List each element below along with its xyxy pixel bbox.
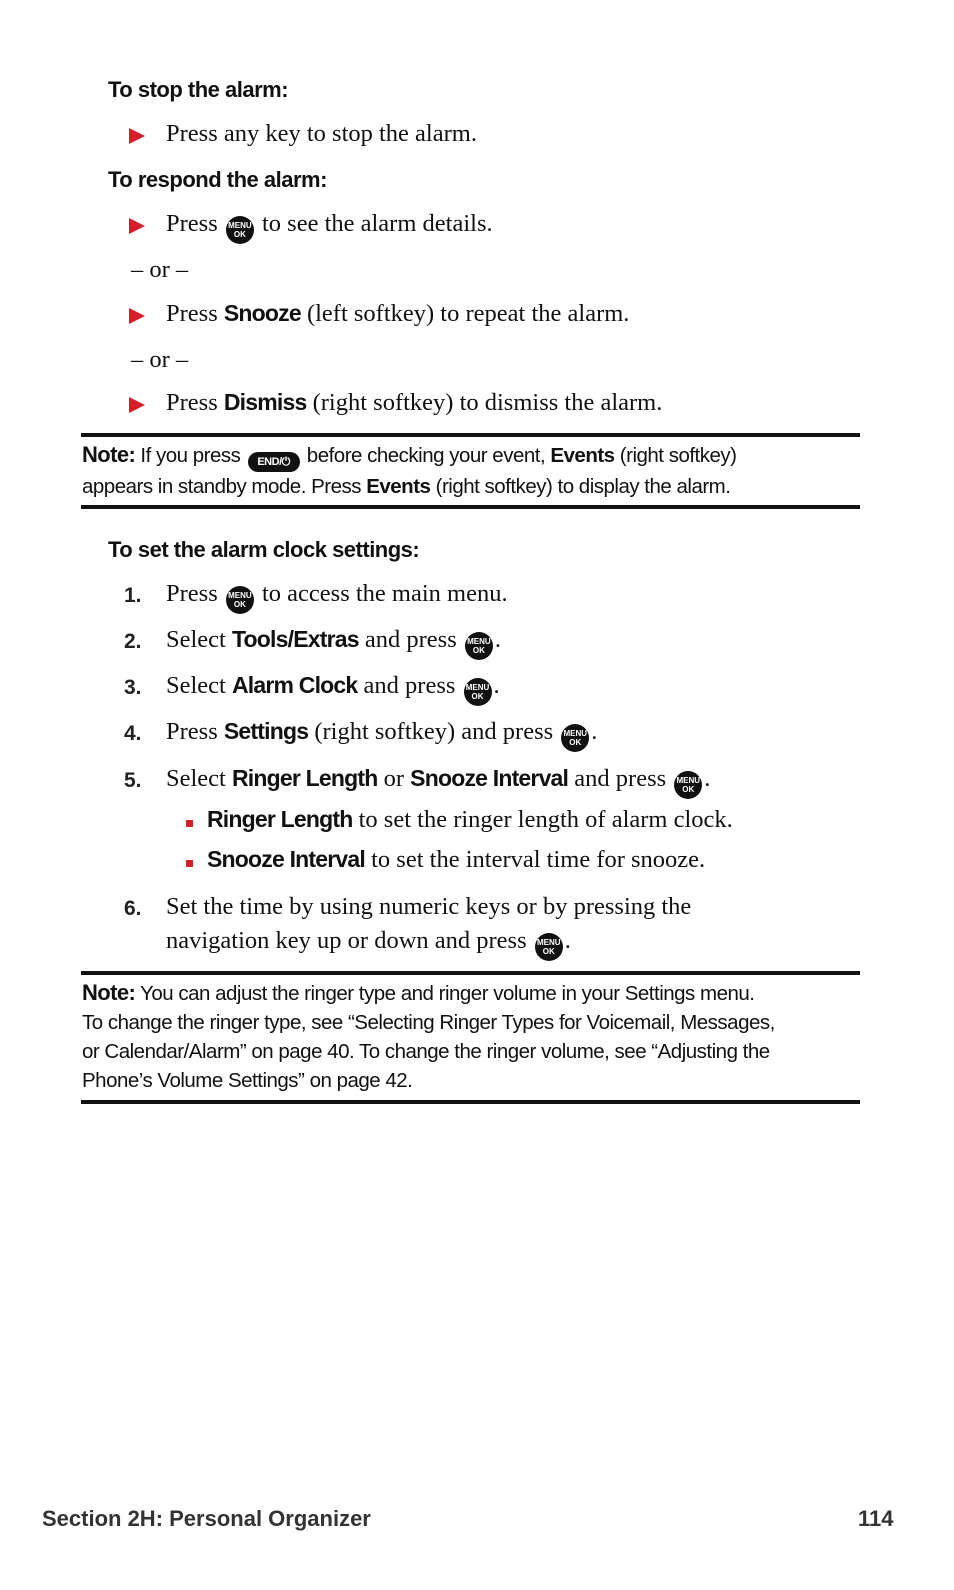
step-number: 3. [124, 676, 142, 699]
note-bottom-rule [81, 1100, 860, 1104]
ringer-length-label: Ringer Length [232, 765, 378, 791]
settings-step-3: Select Alarm Clock and press MENU OK . [166, 672, 500, 706]
menu-ok-key-icon: MENU OK [465, 632, 493, 660]
snooze-softkey-label: Snooze [223, 300, 301, 326]
page-number: 114 [858, 1506, 894, 1531]
or-separator: – or – [131, 256, 189, 283]
stop-alarm-heading: To stop the alarm: [108, 77, 289, 102]
step-number: 6. [124, 897, 142, 920]
settings-heading: To set the alarm clock settings: [108, 537, 420, 562]
respond-step-dismiss: Press Dismiss (right softkey) to dismiss the alarm. [166, 389, 663, 416]
menu-ok-key-icon: MENU OK [226, 216, 254, 244]
settings-step-6-line-2: navigation key up or down and press MENU OK . [166, 927, 571, 961]
step-number: 5. [124, 769, 142, 792]
menu-ok-key-icon: MENU OK [561, 724, 589, 752]
step-number: 1. [124, 584, 142, 607]
respond-step-details: Press MENU OK to see the alarm details. [166, 210, 493, 244]
arrow-bullet-icon [129, 397, 145, 413]
step-number: 4. [124, 722, 142, 745]
settings-step-5: Select Ringer Length or Snooze Interval and press MENU OK . [166, 765, 710, 799]
settings-softkey-label: Settings [223, 718, 309, 744]
arrow-bullet-icon [129, 218, 145, 234]
settings-step-4: Press Settings (right softkey) and press MENU OK . [166, 718, 597, 752]
settings-step-2: Select Tools/Extras and press MENU OK . [166, 626, 501, 660]
menu-ok-key-icon: MENU OK [464, 678, 492, 706]
arrow-bullet-icon [129, 308, 145, 324]
note-top-rule [81, 433, 860, 437]
settings-step-1: Press MENU OK to access the main menu. [166, 580, 508, 614]
settings-step-6-line-1: Set the time by using numeric keys or by pressing the [166, 893, 692, 920]
end-power-key-icon: END/⏻ [248, 452, 300, 472]
section-footer: Section 2H: Personal Organizer [42, 1506, 371, 1531]
dismiss-softkey-label: Dismiss [223, 389, 307, 415]
stop-alarm-step: Press any key to stop the alarm. [166, 120, 477, 147]
note-bottom-rule [81, 505, 860, 509]
respond-alarm-heading: To respond the alarm: [108, 167, 327, 192]
snooze-interval-label: Snooze Interval [410, 765, 569, 791]
menu-ok-key-icon: MENU OK [226, 586, 254, 614]
or-separator: – or – [131, 346, 189, 373]
menu-ok-key-icon: MENU OK [674, 771, 702, 799]
square-bullet-icon [186, 860, 193, 867]
respond-step-snooze: Press Snooze (left softkey) to repeat the alarm. [166, 300, 630, 327]
note-top-rule [81, 971, 860, 975]
sub-bullet-snooze-interval: Snooze Interval to set the interval time for snooze. [207, 846, 706, 873]
step-number: 2. [124, 630, 142, 653]
alarm-clock-label: Alarm Clock [232, 672, 358, 698]
square-bullet-icon [186, 820, 193, 827]
sub-bullet-ringer-length: Ringer Length to set the ringer length of alarm clock. [207, 806, 733, 833]
menu-ok-key-icon: MENU OK [535, 933, 563, 961]
note-ringer-settings: Note: You can adjust the ringer type and ringer volume in your Settings menu. To change the ringer type, see “Selecting Ringer Types for Voicemail, Messages, or Calendar/Alarm” on page 40. To change the ringer volume, see “Adjusting the Phone’s Volume Settings” on page 42. [82, 980, 775, 1092]
note-standby-events: Note: If you press END/⏻ before checking your event, Events (right softkey) appears in standby mode. Press Events (right softkey) to display the alarm. [82, 442, 737, 498]
tools-extras-label: Tools/Extras [232, 626, 359, 652]
arrow-bullet-icon [129, 128, 145, 144]
